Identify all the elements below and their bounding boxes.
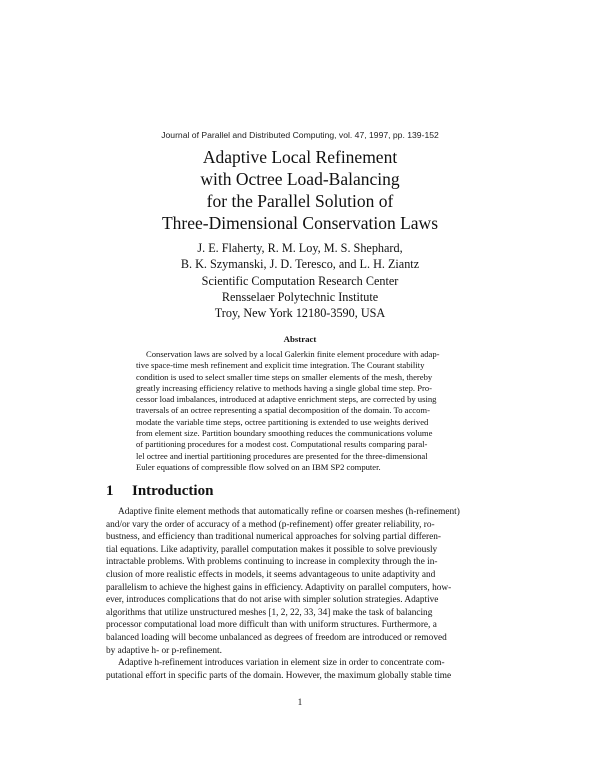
title-line: Three-Dimensional Conservation Laws [161,213,439,233]
abstract-line: from element size. Partition boundary smoothing reduces the communications volume [136,428,433,439]
title-line: for the Parallel Solution of [206,191,394,211]
address-line: Troy, New York 12180-3590, USA [214,306,386,321]
abstract-line: condition is used to select smaller time steps on smaller elements of the mesh, thereby [136,371,433,382]
body-line: Adaptive finite element methods that automatically refine or coarsen meshes (h-refinement) [118,507,460,517]
section-heading [106,483,213,500]
abstract-line: Conservation laws are solved by a local Galerkin finite element procedure with adap- [146,349,440,359]
affiliation-line: Rensselaer Polytechnic Institute [221,289,379,304]
author-line: J. E. Flaherty, R. M. Loy, M. S. Shephard, [197,241,403,255]
body-line: by adaptive h- or p-refinement. [106,645,222,656]
body-line: algorithms that utilize unstructured meshes [1, 2, 22, 33, 34] make the task of balancing [106,607,433,618]
abstract-line: greatly increasing efficiency relative to methods having a single global time step. Pro- [136,382,432,393]
abstract-line: traversals of an octree representing a spatial decomposition of the domain. To accom- [136,405,430,416]
body-line: intractable problems. With problems continuing to increase in complexity through the in- [106,557,438,568]
body-line: processor computational load more difficult than with uniform structures. Furthermore, a [106,620,437,631]
body-line: ever, introduces complications that do not arise with simpler solution strategies. Adaptive [106,595,439,606]
abstract-line: cessor load imbalances, introduced at adaptive enrichment steps, are corrected by using [136,394,437,405]
abstract-line: tive space-time mesh refinement and explicit time integration. The Courant stability [136,360,425,371]
body-line: putational effort in specific parts of the domain. However, the maximum globally stable time [106,670,452,681]
body-text [106,506,496,682]
page-number: 1 [297,698,303,708]
body-line: bustness, and efficiency than traditional numerical approaches for solving partial differen- [106,532,442,543]
body-line: tial equations. Like adaptivity, parallel computation makes it possible to solve previously [106,544,438,555]
body-line: clusion of more realistic effects in models, it seems advantageous to unite adaptivity and [106,569,436,580]
section-number: 1 [106,483,114,499]
body-line: and/or vary the order of accuracy of a method (p-refinement) offer greater reliability, ro- [106,519,435,530]
abstract-line: of partitioning procedures for a modest cost. Computational results comparing paral- [136,439,428,450]
abstract-line: modate the variable time steps, octree partitioning is extended to use weights derived [136,416,429,427]
author-line: B. K. Szymanski, J. D. Teresco, and L. H. Ziantz [180,257,420,272]
body-line: balanced loading will become unbalanced as degrees of freedom are introduced or removed [106,632,447,643]
section-title: Introduction [132,483,214,499]
journal-citation: Journal of Parallel and Distributed Computing, vol. 47, 1997, pp. 139-152 [161,130,439,140]
body-line: parallelism to achieve the highest gains in efficiency. Adaptivity on parallel computers, how- [106,582,452,593]
body-line: Adaptive h-refinement introduces variation in element size in order to concentrate com- [118,658,445,669]
abstract-heading: Abstract [283,334,317,344]
title-line: with Octree Load-Balancing [200,169,400,189]
abstract-line: lel octree and inertial partitioning procedures are presented for the three-dimensional [136,450,428,461]
affiliation-line: Scientific Computation Research Center [201,273,399,288]
abstract-text [136,349,472,473]
author-block [0,240,600,321]
abstract-line: Euler equations of compressible flow solved on an IBM SP2 computer. [136,461,381,472]
paper-title [0,146,600,234]
title-line: Adaptive Local Refinement [202,147,398,167]
